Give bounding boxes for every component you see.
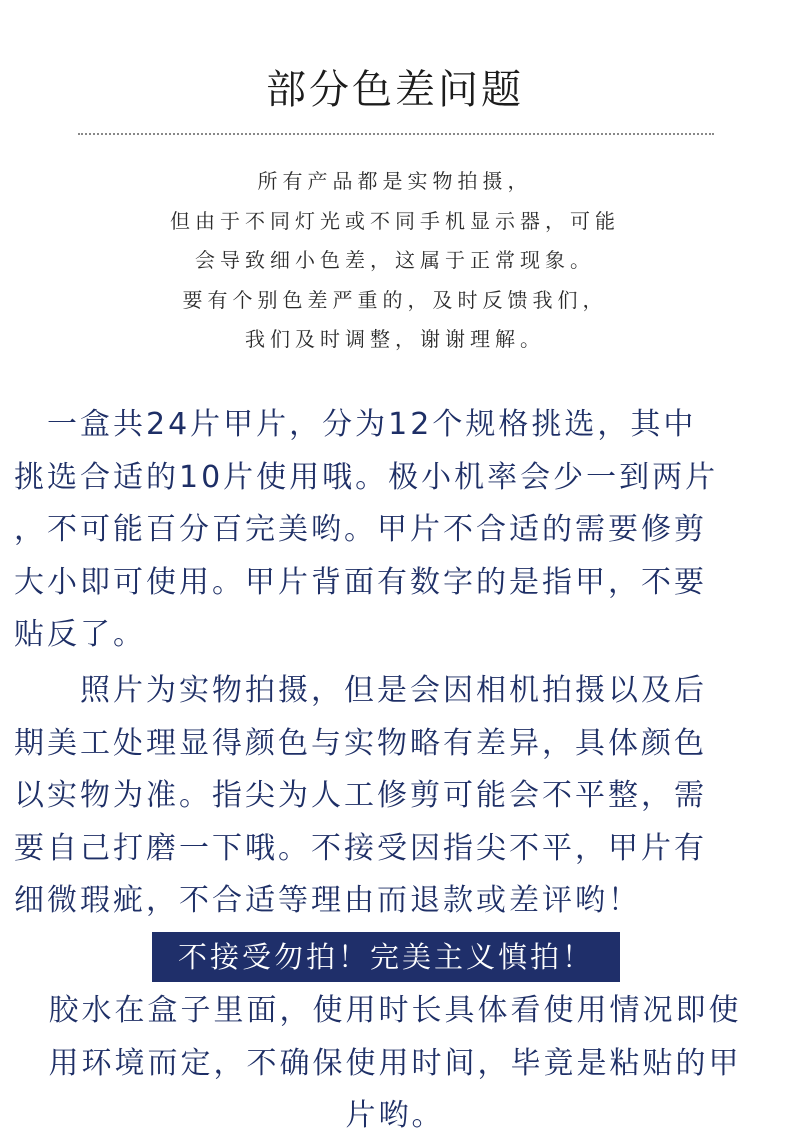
paragraph-line: 细微瑕疵，不合适等理由而退款或差评哟！: [14, 883, 641, 918]
paragraph-line: 照片为实物拍摄，但是会因相机拍摄以及后: [14, 673, 707, 708]
dotted-divider: [78, 133, 714, 135]
notice-line: 所有产品都是实物拍摄，: [257, 169, 533, 193]
paragraph-line: 挑选合适的10片使用哦。极小机率会少一到两片: [14, 459, 719, 495]
paragraph-line: 贴反了。: [14, 617, 146, 652]
paragraph-line: 用环境而定，不确保使用时间，毕竟是粘贴的甲: [48, 1045, 742, 1081]
warning-banner: 不接受勿拍！完美主义慎拍！: [152, 932, 620, 982]
paragraph-line: 胶水在盒子里面，使用时长具体看使用情况即使: [48, 993, 742, 1028]
paragraph-line: ，不可能百分百完美哟。甲片不合适的需要修剪: [14, 512, 707, 547]
photo-disclaimer-paragraph: [14, 665, 784, 928]
color-difference-notice: [0, 162, 790, 360]
paragraph-line: 以实物为准。指尖为人工修剪可能会不平整，需: [14, 778, 707, 813]
page-title: 部分色差问题: [266, 67, 524, 113]
notice-line: 会导致细小色差，这属于正常现象。: [195, 248, 595, 272]
paragraph-line: 大小即可使用。甲片背面有数字的是指甲，不要: [14, 564, 707, 600]
paragraph-line: 期美工处理显得颜色与实物略有差异，具体颜色: [14, 725, 707, 761]
glue-info-paragraph: [0, 985, 790, 1143]
notice-line: 要有个别色差严重的，及时反馈我们，: [182, 287, 608, 312]
product-description-paragraph: [14, 399, 784, 662]
paragraph-line: 要自己打磨一下哦。不接受因指尖不平，甲片有: [14, 830, 707, 866]
paragraph-line: 片哟。: [345, 1098, 445, 1133]
notice-line: 我们及时调整，谢谢理解。: [245, 327, 545, 351]
notice-line: 但由于不同灯光或不同手机显示器，可能: [170, 208, 620, 233]
paragraph-line: 一盒共24片甲片，分为12个规格挑选，其中: [14, 407, 697, 442]
